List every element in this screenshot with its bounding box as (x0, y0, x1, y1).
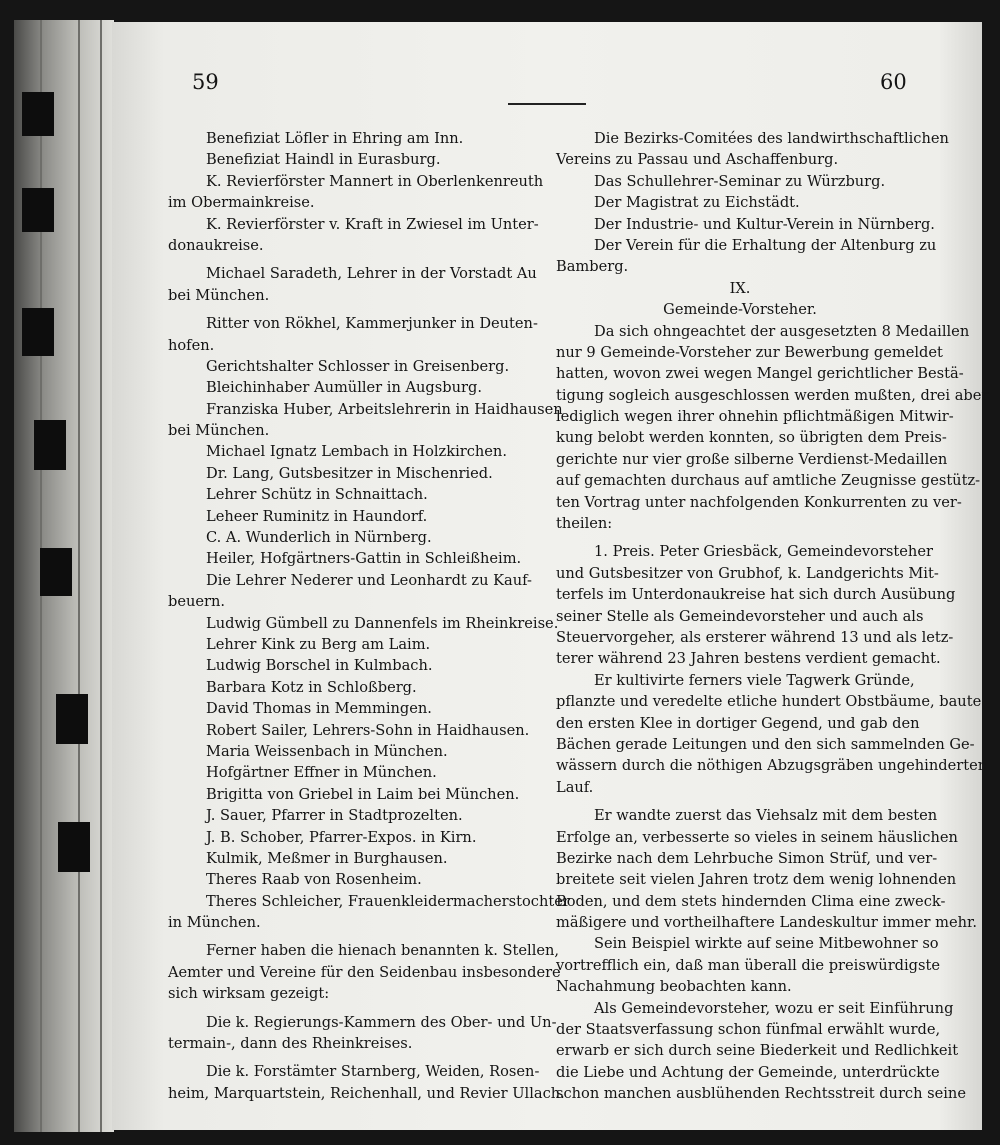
text-line: Ludwig Borschel in Kulmbach. (206, 657, 433, 675)
text-line: Lauf. (556, 778, 594, 796)
text-line: Leheer Ruminitz in Haundorf. (206, 507, 428, 525)
text-line: heim, Marquartstein, Reichenhall, und Revier Ullach. (168, 1084, 565, 1102)
text-line: kung belobt werden konnten, so übrigten dem Preis- (556, 429, 947, 447)
text-line: Dr. Lang, Gutsbesitzer in Mischenried. (206, 464, 493, 482)
text-line: Ludwig Gümbell zu Dannenfels im Rheinkreise. (206, 614, 559, 632)
text-line: Nachahmung beobachten kann. (556, 978, 792, 996)
text-line: lediglich wegen ihrer ohnehin pflichtmäßigen Mitwir- (556, 408, 954, 426)
text-line: Er wandte zuerst das Viehsalz mit dem besten (594, 807, 938, 825)
left-column-text (168, 128, 570, 1104)
index-tab (40, 548, 72, 596)
text-line: Barbara Kotz in Schloßberg. (206, 678, 417, 696)
text-line: Theres Raab von Rosenheim. (206, 871, 422, 889)
index-tab (22, 308, 54, 356)
text-line: Ritter von Rökhel, Kammerjunker in Deuten- (206, 315, 538, 333)
text-line: bei München. (168, 422, 270, 440)
text-line: erwarb er sich durch seine Biederkeit und Redlichkeit (556, 1042, 959, 1060)
text-line: Brigitta von Griebel in Laim bei München. (206, 785, 520, 803)
page-number-left: 59 (192, 70, 219, 94)
index-tab (22, 92, 54, 136)
index-tab (58, 822, 90, 872)
index-tab (56, 694, 88, 744)
text-line: tigung sogleich ausgeschlossen werden mußten, drei aber (556, 386, 989, 404)
text-line: im Obermainkreise. (168, 194, 315, 212)
text-line: C. A. Wunderlich in Nürnberg. (206, 529, 432, 547)
text-line: Vereins zu Passau und Aschaffenburg. (556, 151, 839, 169)
text-line: K. Revierförster v. Kraft in Zwiesel im Unter- (206, 215, 539, 233)
text-line: und Gutsbesitzer von Grubhof, k. Landgerichts Mit- (556, 564, 939, 582)
text-line: Ferner haben die hienach benannten k. Stellen, (206, 942, 560, 960)
text-line: Steuervorgeher, als ersterer während 13 und als letz- (556, 628, 954, 646)
text-line: Heiler, Hofgärtners-Gattin in Schleißheim. (206, 550, 522, 568)
text-line: pflanzte und veredelte etliche hundert Obstbäume, baute (556, 693, 982, 711)
text-line: Lehrer Kink zu Berg am Laim. (206, 635, 431, 653)
page-edge-line (78, 20, 80, 1132)
text-line: Benefiziat Haindl in Eurasburg. (206, 151, 441, 169)
text-line: die Liebe und Achtung der Gemeinde, unterdrückte (556, 1063, 940, 1081)
text-line: 1. Preis. Peter Griesbäck, Gemeindevorsteher (594, 543, 933, 561)
text-line: Als Gemeindevorsteher, wozu er seit Einführung (594, 999, 954, 1017)
text-line: Er kultivirte ferners viele Tagwerk Gründe, (594, 671, 915, 689)
text-line: Bächen gerade Leitungen und den sich sammelnden Ge- (556, 735, 975, 753)
text-line: David Thomas in Memmingen. (206, 700, 432, 718)
text-line: ten Vortrag unter nachfolgenden Konkurrenten zu ver- (556, 493, 962, 511)
text-line: Da sich ohngeachtet der ausgesetzten 8 Medaillen (594, 322, 970, 340)
page-edge-line (100, 20, 102, 1132)
text-line: Lehrer Schütz in Schnaittach. (206, 486, 428, 504)
text-line: nur 9 Gemeinde-Vorsteher zur Bewerbung gemeldet (556, 343, 943, 361)
text-line: K. Revierförster Mannert in Oberlenkenreuth (206, 172, 544, 190)
text-line: Michael Ignatz Lembach in Holzkirchen. (206, 443, 507, 461)
text-line: gerichte nur vier große silberne Verdienst-Medaillen (556, 450, 948, 468)
text-line: theilen: (556, 515, 613, 533)
text-line: schon manchen ausblühenden Rechtsstreit durch seine (556, 1085, 966, 1103)
text-line: beuern. (168, 593, 226, 611)
index-tab (34, 420, 66, 470)
text-line: Erfolge an, verbesserte so vieles in seinem häuslichen (556, 828, 958, 846)
text-line: Theres Schleicher, Frauenkleidermacherstochter (206, 892, 570, 910)
text-line: Gerichtshalter Schlosser in Greisenberg. (206, 357, 510, 375)
text-line: den ersten Klee in dortiger Gegend, und gab den (556, 714, 920, 732)
text-line: in München. (168, 914, 261, 932)
text-line: Bamberg. (556, 258, 629, 276)
index-tab (22, 188, 54, 232)
text-line: Michael Saradeth, Lehrer in der Vorstadt Au (206, 265, 537, 283)
text-line: Der Magistrat zu Eichstädt. (594, 194, 800, 212)
header-rule (508, 103, 586, 105)
text-line: hatten, wovon zwei wegen Mangel gerichtlicher Bestä- (556, 365, 964, 383)
text-line: wässern durch die nöthigen Abzugsgräben ungehinderten (556, 757, 988, 775)
text-line: Das Schullehrer-Seminar zu Würzburg. (594, 172, 886, 190)
text-line: terfels im Unterdonaukreise hat sich durch Ausübung (556, 586, 956, 604)
text-line: bei München. (168, 286, 270, 304)
text-line: Die Lehrer Nederer und Leonhardt zu Kauf- (206, 571, 532, 589)
text-line: Boden, und dem stets hindernden Clima eine zweck- (556, 892, 946, 910)
text-line: Die k. Regierungs-Kammern des Ober- und Un- (206, 1013, 557, 1031)
text-line: Die Bezirks-Comitées des landwirthschaftlichen (594, 130, 949, 147)
text-line: donaukreise. (168, 236, 264, 254)
text-line: Die k. Forstämter Starnberg, Weiden, Rosen- (206, 1063, 540, 1081)
text-line: Kulmik, Meßmer in Burghausen. (206, 849, 448, 867)
text-line: seiner Stelle als Gemeindevorsteher und auch als (556, 607, 924, 625)
page-number-right: 60 (880, 70, 907, 94)
text-line: mäßigere und vortheilhaftere Landeskultur immer mehr. (556, 914, 977, 932)
text-line: J. Sauer, Pfarrer in Stadtprozelten. (206, 807, 463, 825)
text-line: Der Industrie- und Kultur-Verein in Nürnberg. (594, 215, 935, 233)
text-line: auf gemachten durchaus auf amtliche Zeugnisse gestütz- (556, 472, 981, 490)
text-line: Benefiziat Löfler in Ehring am Inn. (206, 130, 464, 147)
text-line: Hofgärtner Effner in München. (206, 764, 437, 782)
text-line: Franziska Huber, Arbeitslehrerin in Haidhausen (206, 400, 563, 418)
text-line: J. B. Schober, Pfarrer-Expos. in Kirn. (206, 828, 477, 846)
text-line: breitete seit vielen Jahren trotz dem wenig lohnenden (556, 871, 957, 889)
text-line: hofen. (168, 336, 215, 354)
text-line: Aemter und Vereine für den Seidenbau insbesondere (168, 963, 561, 981)
text-line: vortrefflich ein, daß man überall die preiswürdigste (556, 956, 941, 974)
text-line: Der Verein für die Erhaltung der Altenburg zu (594, 236, 937, 254)
text-line: Maria Weissenbach in München. (206, 742, 448, 760)
text-line: Bezirke nach dem Lehrbuche Simon Strüf, und ver- (556, 849, 938, 867)
text-line: terer während 23 Jahren bestens verdient gemacht. (556, 650, 941, 668)
text-line: Bleichinhaber Aumüller in Augsburg. (206, 379, 482, 397)
text-line: Gemeinde-Vorsteher. (663, 301, 817, 319)
text-line: termain-, dann des Rheinkreises. (168, 1035, 413, 1053)
text-line: der Staatsverfassung schon fünfmal erwählt wurde, (556, 1021, 941, 1039)
text-line: Robert Sailer, Lehrers-Sohn in Haidhausen. (206, 721, 530, 739)
text-line: IX. (729, 279, 751, 297)
text-line: sich wirksam gezeigt: (168, 985, 330, 1003)
right-column-text (556, 128, 989, 1105)
text-line: Sein Beispiel wirkte auf seine Mitbewohner so (594, 935, 939, 953)
